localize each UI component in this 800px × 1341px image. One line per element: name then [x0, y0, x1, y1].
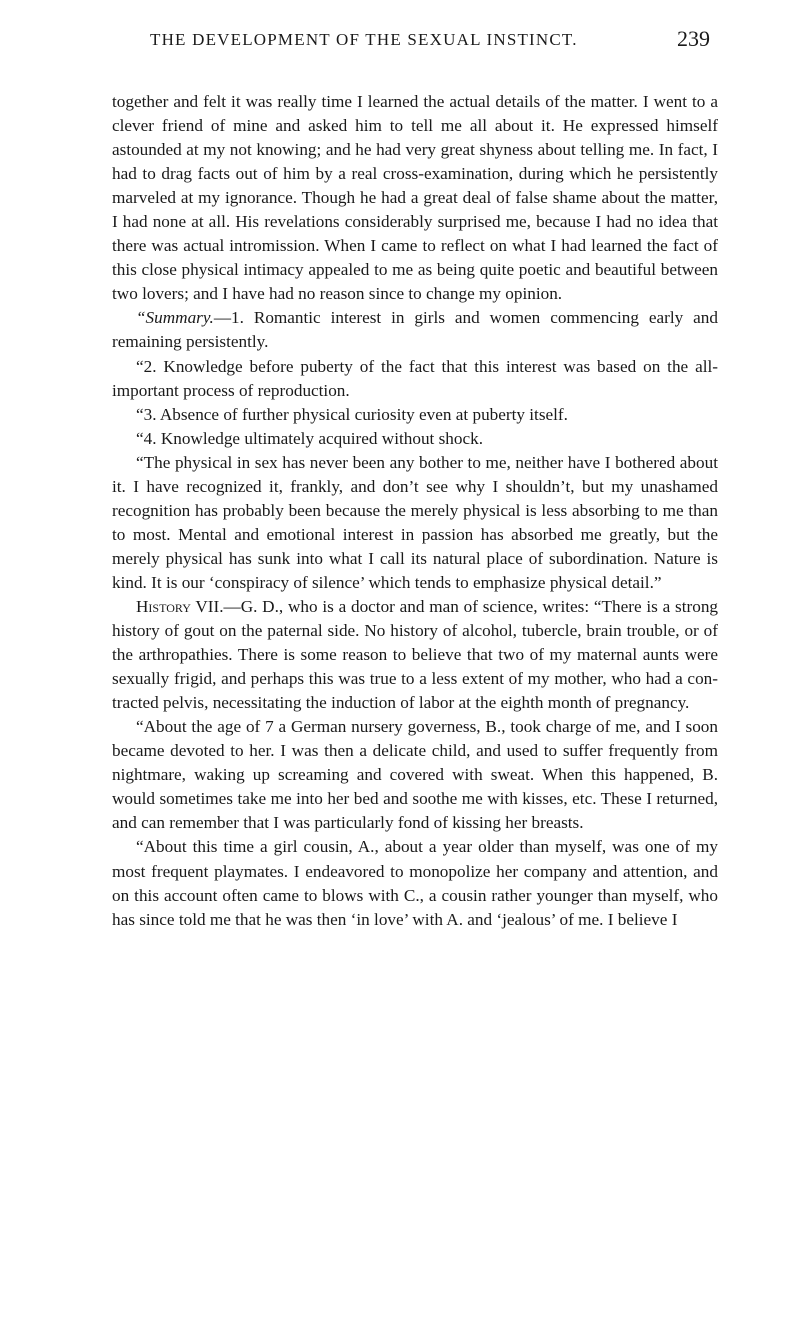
- page-header: [150, 26, 710, 56]
- paragraph: “3. Absence of further physical curiosity even at puberty itself.: [136, 404, 568, 424]
- paragraph: together and felt it was really time I learned the actual details of the matter. I went to a clever friend of mine and asked him to tell me all about it. He expressed himself astounded at my not knowing; and he had very great shyness about telling me. In fact, I had to drag facts out of him by a real cross-examination, during which he persistently marveled at my ignorance. Though he had a great deal of false shame about the matter, I had none at all. His revelations considerably surprised me, because I had no idea that there was actual intromission. When I came to reflect on what I had learned the fact of this close physical intimacy appealed to me as being quite poetic and beautiful between two lovers; and I have had no reason since to change my opinion.: [112, 92, 718, 304]
- paragraph: “Summary.—1. Romantic interest in girls and women commencing early and remaining persistently.: [112, 308, 718, 352]
- page-number: 239: [677, 26, 710, 51]
- paragraph: “The physical in sex has never been any bother to me, neither have I bothered about it. I have recognized it, frankly, and don’t see why I shouldn’t, but my unashamed recognition has probably been because the merely physical is less absorbing to me than to most. Mental and emotional interest in passion has absorbed me greatly, but the merely physical has sunk into what I call its natural place of subordination. Nature is kind. It is our ‘conspiracy of silence’ which tends to emphasize physical detail.”: [112, 452, 718, 592]
- summary-heading: “Summary.: [136, 308, 214, 328]
- history-heading: History VII.: [136, 596, 224, 616]
- paragraph: “4. Knowledge ultimately acquired without shock.: [136, 428, 484, 448]
- paragraph: “About this time a girl cousin, A., about a year older than myself, was one of my most frequent playmates. I endeavored to monopolize her company and attention, and on this account often came to blows with C., a cousin rather younger than myself, who has since told me that he was then ‘in love’ with A. and ‘jealous’ of me. I believe I: [112, 837, 718, 929]
- paragraph: “About the age of 7 a German nursery governess, B., took charge of me, and I soon became devoted to her. I was then a delicate child, and used to suffer frequently from nightmare, waking up screaming and covered with sweat. When this happened, B. would sometimes take me into her bed and soothe me with kisses, etc. These I returned, and can remember that I was particularly fond of kissing her breasts.: [112, 717, 718, 833]
- paragraph: History VII.—G. D., who is a doctor and man of science, writes: “There is a strong history of gout on the paternal side. No history of alcohol, tubercle, brain trouble, or of the arthropathies. There is some reason to believe that two of my maternal aunts were sexually frigid, and perhaps this was true to a less extent of my mother, who had a contracted pelvis, necessitating the induction of labor at the eighth month of pregnancy.: [112, 596, 719, 713]
- running-head: THE DEVELOPMENT OF THE SEXUAL INSTINCT.: [150, 30, 578, 49]
- paragraph: “2. Knowledge before puberty of the fact that this interest was based on the all-important process of reproduction.: [112, 356, 718, 400]
- body-text: [112, 90, 718, 932]
